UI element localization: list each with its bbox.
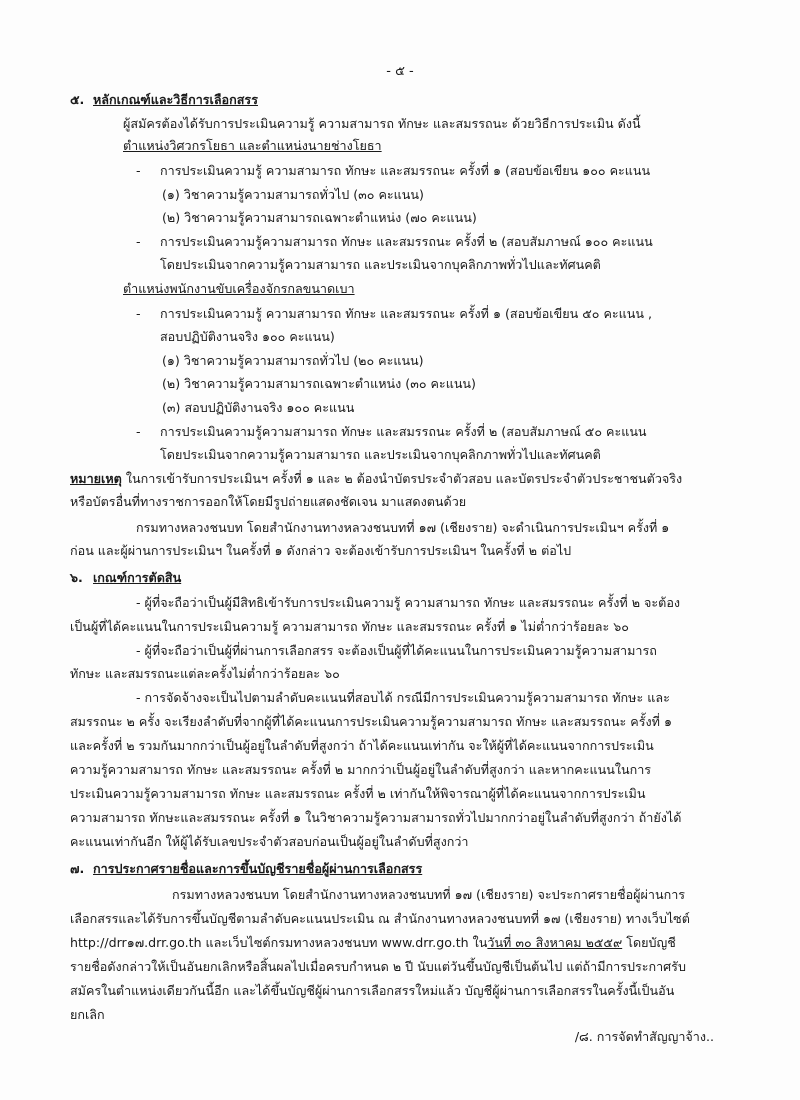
- announce-line6: ยกเลิก: [70, 1007, 105, 1022]
- page-number: - ๕ -: [386, 64, 414, 79]
- section5-number: ๕.: [70, 92, 85, 107]
- criteria3-line5: ประเมินความรู้ความสามารถ ทักษะ และสมรรถนะ ครั้งที่ ๒ เท่ากันให้พิจารณาผู้ที่ได้คะแนนจากการประเมิน: [70, 786, 646, 801]
- b-item1-line1: การประเมินความรู้ ความสามารถ ทักษะ และสมรรถนะ ครั้งที่ ๑ (สอบข้อเขียน ๕๐ คะแนน ,: [160, 306, 652, 321]
- continuation-footer: /๘. การจัดทำสัญญาจ้าง..: [574, 1029, 714, 1044]
- a-item1: การประเมินความรู้ ความสามารถ ทักษะ และสมรรถนะ ครั้งที่ ๑ (สอบข้อเขียน ๑๐๐ คะแนน: [160, 163, 651, 178]
- section6-heading: เกณฑ์การตัดสิน: [93, 570, 182, 585]
- a-item2-line2: โดยประเมินจากความรู้ความสามารถ และประเมินจากบุคลิกภาพทั่วไปและทัศนคติ: [160, 257, 601, 272]
- para-line2: ก่อน และผู้ผ่านการประเมินฯ ในครั้งที่ ๑ ดังกล่าว จะต้องเข้ารับการประเมินฯ ในครั้งที่ ๒ ต่อไป: [70, 543, 572, 558]
- section5-intro: ผู้สมัครต้องได้รับการประเมินความรู้ ความสามารถ ทักษะ และสมรรถนะ ด้วยวิธีการประเมิน ดังนี้: [123, 116, 641, 131]
- criteria3-line6: ความสามารถ ทักษะและสมรรถนะ ครั้งที่ ๑ ในวิชาความรู้ความสามารถทั่วไปมากกว่าอยู่ในลำดับที่สูงกว่า ถ้ายังได้: [70, 810, 682, 825]
- b-item1-line2: สอบปฏิบัติงานจริง ๑๐๐ คะแนน): [160, 329, 335, 344]
- criteria3-line1: - การจัดจ้างจะเป็นไปตามลำดับคะแนนที่สอบได้ กรณีมีการประเมินความรู้ความสามารถ ทักษะ และ: [136, 690, 670, 705]
- b-sub1: (๑) วิชาความรู้ความสามารถทั่วไป (๒๐ คะแนน): [162, 353, 424, 368]
- announce-line3: [70, 935, 676, 951]
- announce-websites: http://drr๑๗.drr.go.th และเว็บไซต์กรมทางหลวงชนบท www.drr.go.th ใน: [70, 935, 488, 950]
- b-item2-line2: โดยประเมินจากความรู้ความสามารถ และประเมินจากบุคลิกภาพทั่วไปและทัศนคติ: [160, 447, 601, 462]
- bullet-dash: -: [136, 234, 141, 249]
- section7-number: ๗.: [70, 861, 85, 876]
- b-item2-line1: การประเมินความรู้ความสามารถ ทักษะ และสมรรถนะ ครั้งที่ ๒ (สอบสัมภาษณ์ ๕๐ คะแนน: [160, 424, 647, 439]
- criteria3-line3: และครั้งที่ ๒ รวมกันมากกว่าเป็นผู้อยู่ในลำดับที่สูงกว่า ถ้าได้คะแนนเท่ากัน จะให้ผู้ที่ได้คะแนนจากการประเมิน: [70, 738, 654, 753]
- announce-line1: กรมทางหลวงชนบท โดยสำนักงานทางหลวงชนบทที่ ๑๗ (เชียงราย) จะประกาศรายชื่อผู้ผ่านการ: [172, 887, 686, 902]
- note-line1: [70, 471, 682, 487]
- announce-line5: สมัครในตำแหน่งเดียวกันนี้อีก และได้ขึ้นบัญชีผู้ผ่านการเลือกสรรใหม่แล้ว บัญชีผู้ผ่านการเลือกสรรในครั้งนี้เป็นอัน: [70, 983, 675, 998]
- criteria3-line2: สมรรถนะ ๒ ครั้ง จะเรียงลำดับที่จากผู้ที่ได้คะแนนการประเมินความรู้ความสามารถ ทักษะ และสมรรถนะ ครั้งที่ ๑: [70, 714, 672, 729]
- announce-date: วันที่ ๓๐ สิงหาคม ๒๕๕๙: [487, 935, 623, 950]
- b-sub2: (๒) วิชาความรู้ความสามารถเฉพาะตำแหน่ง (๓๐ คะแนน): [162, 376, 476, 391]
- announce-line3-end: โดยบัญชี: [622, 935, 676, 950]
- a-sub2: (๒) วิชาความรู้ความสามารถเฉพาะตำแหน่ง (๗๐ คะแนน): [162, 210, 477, 225]
- criteria3-line4: ความรู้ความสามารถ ทักษะ และสมรรถนะ ครั้งที่ ๒ มากกว่าเป็นผู้อยู่ในลำดับที่สูงกว่า และหากคะแนนในการ: [70, 762, 652, 777]
- a-sub1: (๑) วิชาความรู้ความสามารถทั่วไป (๓๐ คะแนน): [162, 187, 424, 202]
- b-sub3: (๓) สอบปฏิบัติงานจริง ๑๐๐ คะแนน: [162, 400, 355, 415]
- para-line1: กรมทางหลวงชนบท โดยสำนักงานทางหลวงชนบทที่ ๑๗ (เชียงราย) จะดำเนินการประเมินฯ ครั้งที่ ๑: [136, 520, 670, 535]
- criteria1-line1: - ผู้ที่จะถือว่าเป็นผู้มีสิทธิเข้ารับการประเมินความรู้ ความสามารถ ทักษะ และสมรรถนะ ครั้งที่ ๒ จะต้อง: [136, 595, 681, 610]
- bullet-dash: -: [136, 424, 141, 439]
- bullet-dash: -: [136, 163, 141, 178]
- section5-heading: หลักเกณฑ์และวิธีการเลือกสรร: [93, 92, 258, 107]
- announce-line2: เลือกสรรและได้รับการขึ้นบัญชีตามลำดับคะแนนประเมิน ณ สำนักงานทางหลวงชนบทที่ ๑๗ (เชียงราย) ทางเว็บไซต์: [70, 911, 690, 926]
- section7-heading: การประกาศรายชื่อและการขึ้นบัญชีรายชื่อผู้ผ่านการเลือกสรร: [93, 861, 423, 876]
- bullet-dash: -: [136, 306, 141, 321]
- section6-number: ๖.: [70, 570, 83, 585]
- criteria3-line7: คะแนนเท่ากันอีก ให้ผู้ได้รับเลขประจำตัวสอบก่อนเป็นผู้อยู่ในลำดับที่สูงกว่า: [70, 834, 469, 849]
- note-text: ในการเข้ารับการประเมินฯ ครั้งที่ ๑ และ ๒ ต้องนำบัตรประจำตัวสอบ และบัตรประจำตัวประชาชนตัวจริง: [121, 471, 683, 486]
- criteria2-line1: - ผู้ที่จะถือว่าเป็นผู้ที่ผ่านการเลือกสรร จะต้องเป็นผู้ที่ได้คะแนนในการประเมินความรู้ความสามารถ: [136, 643, 657, 658]
- a-item2-line1: การประเมินความรู้ความสามารถ ทักษะ และสมรรถนะ ครั้งที่ ๒ (สอบสัมภาษณ์ ๑๐๐ คะแนน: [160, 234, 653, 249]
- position-b-title: ตำแหน่งพนักงานขับเครื่องจักรกลขนาดเบา: [123, 281, 355, 296]
- criteria1-line2: เป็นผู้ที่ได้คะแนนในการประเมินความรู้ ความสามารถ ทักษะ และสมรรถนะ ครั้งที่ ๑ ไม่ต่ำกว่าร้อยละ ๖๐: [70, 619, 629, 634]
- criteria2-line2: ทักษะ และสมรรถนะแต่ละครั้งไม่ต่ำกว่าร้อยละ ๖๐: [70, 666, 340, 681]
- note-line2: หรือบัตรอื่นที่ทางราชการออกให้โดยมีรูปถ่ายแสดงชัดเจน มาแสดงตนด้วย: [70, 494, 467, 509]
- note-label: หมายเหตุ: [70, 471, 122, 486]
- position-a-title: ตำแหน่งวิศวกรโยธา และตำแหน่งนายช่างโยธา: [123, 138, 382, 153]
- announce-line4: รายชื่อดังกล่าวให้เป็นอันยกเลิกหรือสิ้นผลไปเมื่อครบกำหนด ๒ ปี นับแต่วันขึ้นบัญชีเป็นต้นไป แต่ถ้ามีการประกาศรับ: [70, 959, 686, 974]
